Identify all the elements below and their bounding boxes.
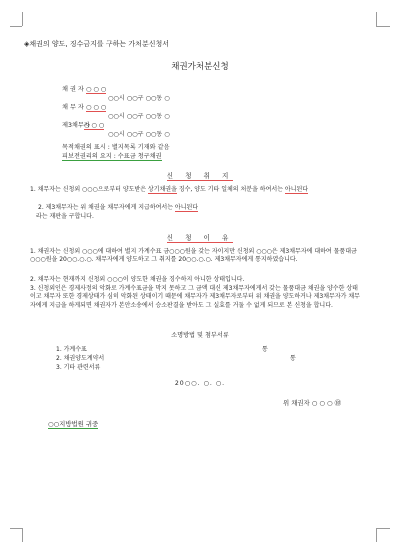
purpose-item-1 <box>30 186 360 194</box>
purpose-1-a: 1. 채무자는 신청외 ○○○으로부터 양도받은 <box>30 186 148 193</box>
attachments-heading: 소명방법 및 첨부서류 <box>171 332 229 339</box>
signature-text: 위 채권자 ○ ○ ○ ㊞ <box>283 399 341 407</box>
court-addressee: ○○지방법원 귀중 <box>48 420 99 428</box>
reason-item-3: 3. 신청외인은 경제사정의 악화로 가계수표금을 막지 못하고 그 금액 대신 제3채무자에게서 갖는 물품대금 채권을 양수한 상태이고 채무자 또한 경제상태가 심히 악화된 상태이기 때문에 채무자가 제3채무자로부터 위 채권을 양도하거나 제3채무자가 채무자에게 지급을 하게되면 채권자가 본안소송에서 승소판결을 받아도 그 실효를 거둘 수 없게 되므로 본 신청을 합니다. <box>30 285 360 309</box>
purpose-2-a: 2. 제3채무자는 위 채권을 채무자에게 지급하여서는 <box>38 204 175 211</box>
third-debtor-address: ○○시 ○○구 ○○동 ○ <box>108 131 170 138</box>
attachment-item-1-count: 통 <box>262 346 268 353</box>
attachment-item-1: 1. 가계수표 <box>56 346 87 353</box>
corner-mark-top-left <box>22 12 35 26</box>
purpose-1-claim: 상기채권을 <box>147 186 177 193</box>
debtor-row <box>62 102 106 111</box>
purpose-item-3: 라는 재판을 구합니다. <box>36 213 94 220</box>
corner-mark-top-right-h <box>376 26 390 39</box>
corner-mark-top-right <box>376 12 389 26</box>
purpose-1-d: 아니된다 <box>284 186 309 193</box>
reason-heading <box>0 232 400 242</box>
document-title: 채권가처분신청 <box>171 62 229 72</box>
reason-heading-text: 신 청 이 유 <box>166 234 234 242</box>
reason-item-2: 2. 채무자는 현재까지 신청외 ○○○이 양도한 채권을 징수하지 아니한 상태입니다. <box>30 276 245 283</box>
purpose-1-c: 징수, 양도 기타 일체의 처분을 하여서는 <box>176 186 285 193</box>
purpose-item-2 <box>38 204 368 212</box>
corner-mark-bottom-left-h <box>10 528 22 541</box>
third-debtor-row <box>62 120 104 129</box>
creditor-row <box>62 84 106 93</box>
object-claim-line: 목적채권의 표시 : 별지목록 기재와 같음 <box>62 144 170 151</box>
attachment-item-3: 3. 기타 관련서류 <box>56 364 101 371</box>
corner-mark-top-left-h <box>10 26 22 39</box>
purpose-heading-text: 신 청 취 지 <box>166 172 234 180</box>
corner-mark-bottom-left <box>22 528 35 542</box>
attachment-item-2-count: 통 <box>290 355 296 362</box>
creditor-address: ○○시 ○○구 ○○동 ○ <box>108 95 170 102</box>
secured-right-line <box>62 151 162 160</box>
debtor-name: ○ ○ ○ <box>85 104 107 111</box>
secured-right-text: 피보전권리의 요지 : 수표금 청구채권 <box>62 153 162 160</box>
third-debtor-label: 제3채무자 <box>62 122 90 129</box>
reason-item-1: 1. 채권자는 신청외 ○○○에 대하여 별지 가계수표 금○○○원을 갖는 자이지만 신청외 ○○○은 제3채무자에 대하여 물품대금 ○○○원을 20○○.○.○. 채무자에게 양도하고 그 취지를 20○○.○.○. 제3채무자에게 통지하였습니다. <box>30 248 357 264</box>
third-debtor-name: ○ ○ ○ <box>83 122 105 129</box>
corner-mark-bottom-right-h <box>376 528 390 541</box>
debtor-address: ○○시 ○○구 ○○동 ○ <box>108 113 170 120</box>
document-header: ◈채권의 양도, 징수금지를 구하는 가처분신청서 <box>24 40 169 48</box>
signature-line <box>283 398 341 407</box>
filing-date: 20○○. ○. ○. <box>174 380 226 387</box>
creditor-name: ○ ○ ○ <box>85 86 107 93</box>
creditor-label: 채 권 자 <box>62 86 84 93</box>
purpose-2-u: 아니된다 <box>174 204 199 211</box>
attachment-item-2: 2. 채권양도계약서 <box>56 355 105 362</box>
debtor-label: 채 무 자 <box>62 104 84 111</box>
purpose-heading <box>0 170 400 180</box>
